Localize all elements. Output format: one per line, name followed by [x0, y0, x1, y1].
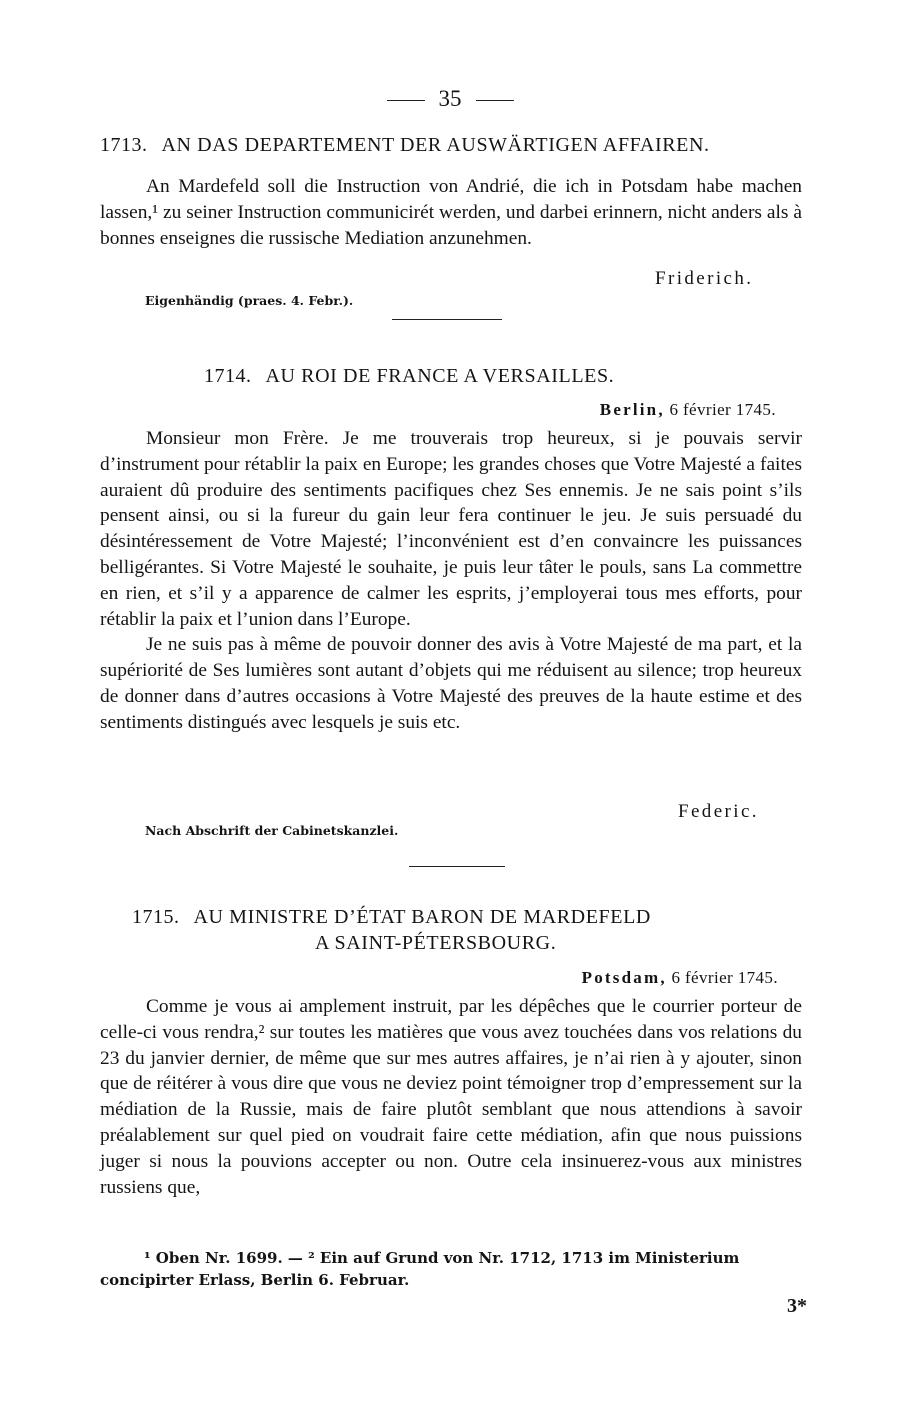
letter-heading-text: AN DAS DEPARTEMENT DER AUSWÄRTIGEN AFFAIREN.: [161, 134, 710, 156]
footnote-text: ¹ Oben Nr. 1699. — ² Ein auf Grund von Nr. 1712, 1713 im Ministerium: [144, 1249, 740, 1267]
page-number-text: 35: [438, 86, 462, 111]
paragraph: Monsieur mon Frère. Je me trouverais trop heureux, si je pouvais servir d’instrument pour rétablir la paix en Europe; les grandes choses que Votre Majesté a faites auraient dû produire des sentiments pacifiques chez Ses ennemis. Je ne sais point s’ils pensent ainsi, ou si la fureur du gain leur fera continuer le jeu. Je suis persuadé du désintéressement de Votre Majesté; l’inconvénient est d’en convaincre les puissances belligérantes. Si Votre Majesté le souhaite, je puis leur tâter le pouls, sans La commettre en rien, et s’il y a apparence de calmer les esprits, j’employerai tous mes efforts, pour rétablir la paix et l’union dans l’Europe.: [100, 428, 802, 630]
footnote-line: concipirter Erlass, Berlin 6. Februar.: [100, 1271, 410, 1289]
letter-1713-heading: [100, 134, 710, 157]
footnotes: [100, 1247, 806, 1291]
page-number-rule-left: [387, 100, 425, 101]
section-divider: [392, 319, 502, 320]
dateline: [600, 400, 776, 420]
source-note: Eigenhändig (praes. 4. Febr.).: [145, 293, 354, 308]
paragraph: Comme je vous ai amplement instruit, par les dépêches que le courrier porteur de celle-ci vous rendra,² sur toutes les matières que vous avez touchées dans vos relations du 23 du janvier dernier, de même que sur mes autres affaires, je n’ai rien à y ajouter, sinon que de réitérer à vous dire que vous ne deviez point témoigner trop d’empressement sur la médiation de la Russie, mais de faire plutôt semblant que nous attendions à savoir préalablement sur quel pied on voudrait faire cette médiation, afin que nous puissions juger si nous la pouvions accepter ou non. Outre cela insinuerez-vous aux ministres russiens que,: [100, 996, 802, 1198]
letter-1714-heading: [204, 365, 614, 388]
letter-1715-body: [100, 994, 802, 1200]
letter-number: 1714.: [204, 365, 252, 387]
source-note: Nach Abschrift der Cabinetskanzlei.: [145, 823, 399, 838]
letter-1713-body: [100, 174, 802, 251]
signature: Federic.: [678, 801, 759, 822]
section-divider: [409, 866, 505, 867]
letter-number: 1715.: [132, 906, 180, 928]
letter-1714-body: [100, 426, 802, 736]
printer-signature-mark: 3*: [787, 1295, 807, 1317]
dateline-date: 6 février 1745.: [669, 400, 776, 419]
letter-number: 1713.: [100, 134, 148, 156]
letter-1715-heading-line2: A SAINT-PÉTERSBOURG.: [315, 932, 557, 954]
page-number-rule-right: [476, 100, 514, 101]
dateline-place: Berlin,: [599, 400, 665, 419]
signature: Friderich.: [655, 268, 754, 289]
dateline-place: Potsdam,: [581, 968, 667, 987]
dateline: [582, 968, 778, 988]
letter-heading-text: AU ROI DE FRANCE A VERSAILLES.: [265, 365, 615, 387]
page-number: [0, 86, 900, 112]
dateline-date: 6 février 1745.: [671, 968, 778, 987]
letter-heading-text: AU MINISTRE D’ÉTAT BARON DE MARDEFELD: [193, 906, 651, 928]
paragraph: Je ne suis pas à même de pouvoir donner des avis à Votre Majesté de ma part, et la supériorité de Ses lumières sont autant d’objets qui me réduisent au silence; trop heureux de donner dans d’autres occasions à Votre Majesté des preuves de la haute estime et des sentiments distingués avec lesquels je suis etc.: [100, 634, 802, 733]
footnote-line: [100, 1247, 806, 1269]
letter-1715-heading: [132, 906, 651, 929]
paragraph: An Mardefeld soll die Instruction von Andrié, die ich in Potsdam habe machen lassen,¹ zu seiner Instruction communicirét werden, und darbei erinnern, nicht anders als à bonnes enseignes die russische Mediation anzunehmen.: [100, 176, 802, 249]
